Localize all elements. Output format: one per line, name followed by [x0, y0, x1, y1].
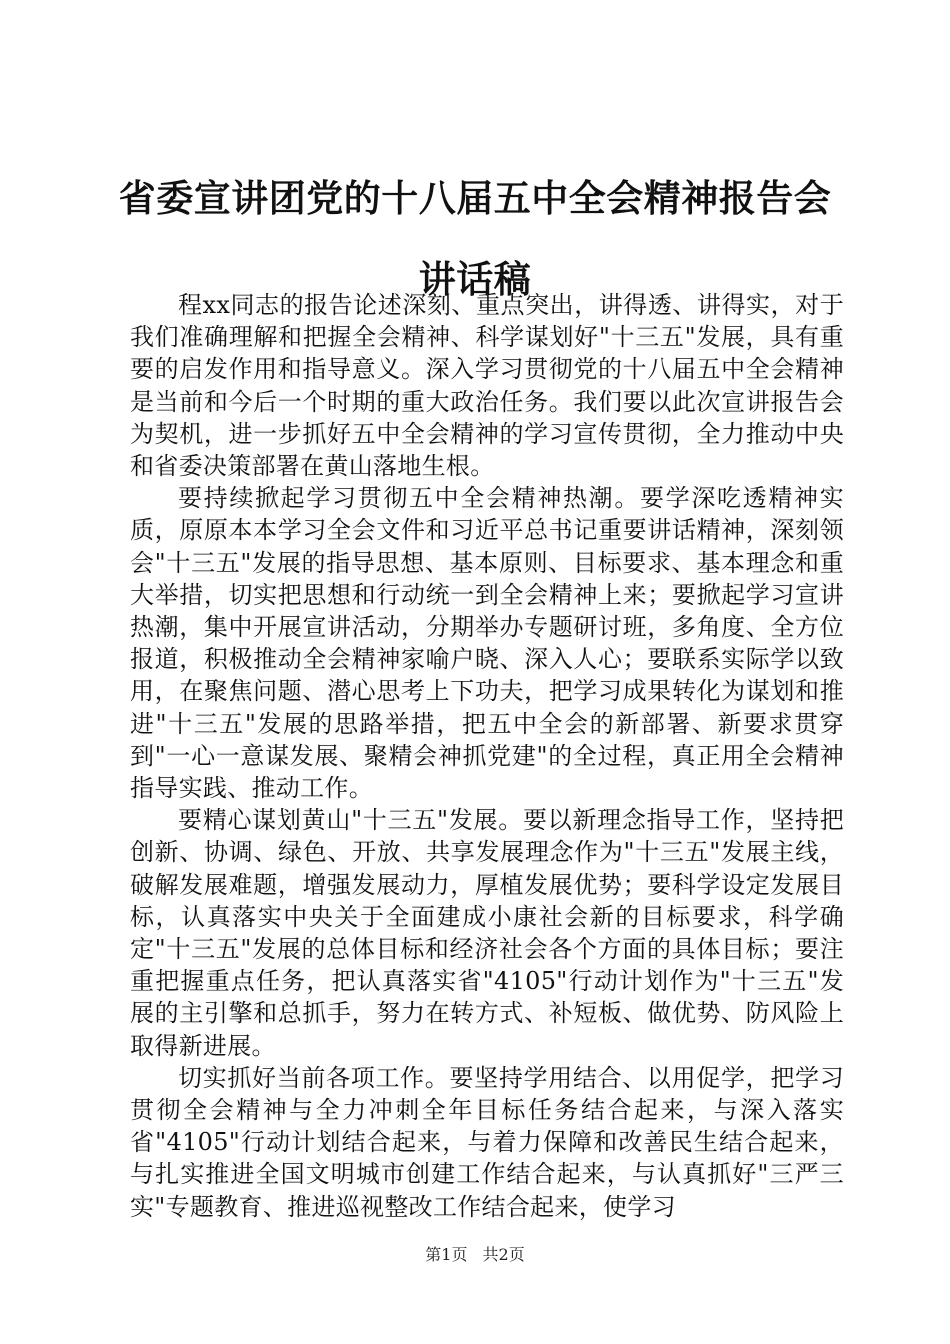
page-footer	[0, 1244, 950, 1266]
document-body	[130, 289, 844, 1223]
page-number: 第1页	[425, 1245, 468, 1264]
page-total: 共2页	[482, 1245, 525, 1264]
paragraph: 要持续掀起学习贯彻五中全会精神热潮。要学深吃透精神实质，原原本本学习全会文件和习近平总书记重要讲话精神，深刻领会"十三五"发展的指导思想、基本原则、目标要求、基本理念和重大举措，切实把思想和行动统一到全会精神上来；要掀起学习宣讲热潮，集中开展宣讲活动，分期举办专题研讨班，多角度、全方位报道，积极推动全会精神家喻户晓、深入人心；要联系实际学以致用，在聚焦问题、潜心思考上下功夫，把学习成果转化为谋划和推进"十三五"发展的思路举措，把五中全会的新部署、新要求贯穿到"一心一意谋发展、聚精会神抓党建"的全过程，真正用全会精神指导实践、推动工作。	[130, 484, 844, 803]
document-title: 省委宣讲团党的十八届五中全会精神报告会讲话稿	[118, 177, 832, 301]
paragraph: 要精心谋划黄山"十三五"发展。要以新理念指导工作，坚持把创新、协调、绿色、开放、共享发展理念作为"十三五"发展主线，破解发展难题，增强发展动力，厚植发展优势；要科学设定发展目标，认真落实中央关于全面建成小康社会新的目标要求，科学确定"十三五"发展的总体目标和经济社会各个方面的具体目标；要注重把握重点任务，把认真落实省"4105"行动计划作为"十三五"发展的主引擎和总抓手，努力在转方式、补短板、做优势、防风险上取得新进展。	[130, 806, 844, 1060]
paragraph: 程xx同志的报告论述深刻、重点突出，讲得透、讲得实，对于我们准确理解和把握全会精神、科学谋划好"十三五"发展，具有重要的启发作用和指导意义。深入学习贯彻党的十八届五中全会精神是当前和今后一个时期的重大政治任务。我们要以此次宣讲报告会为契机，进一步抓好五中全会精神的学习宣传贯彻，全力推动中央和省委决策部署在黄山落地生根。	[130, 291, 844, 481]
paragraph: 切实抓好当前各项工作。要坚持学用结合、以用促学，把学习贯彻全会精神与全力冲刺全年目标任务结合起来，与深入落实省"4105"行动计划结合起来，与着力保障和改善民生结合起来，与扎实推进全国文明城市创建工作结合起来，与认真抓好"三严三实"专题教育、推进巡视整改工作结合起来，使学习	[130, 1063, 844, 1221]
